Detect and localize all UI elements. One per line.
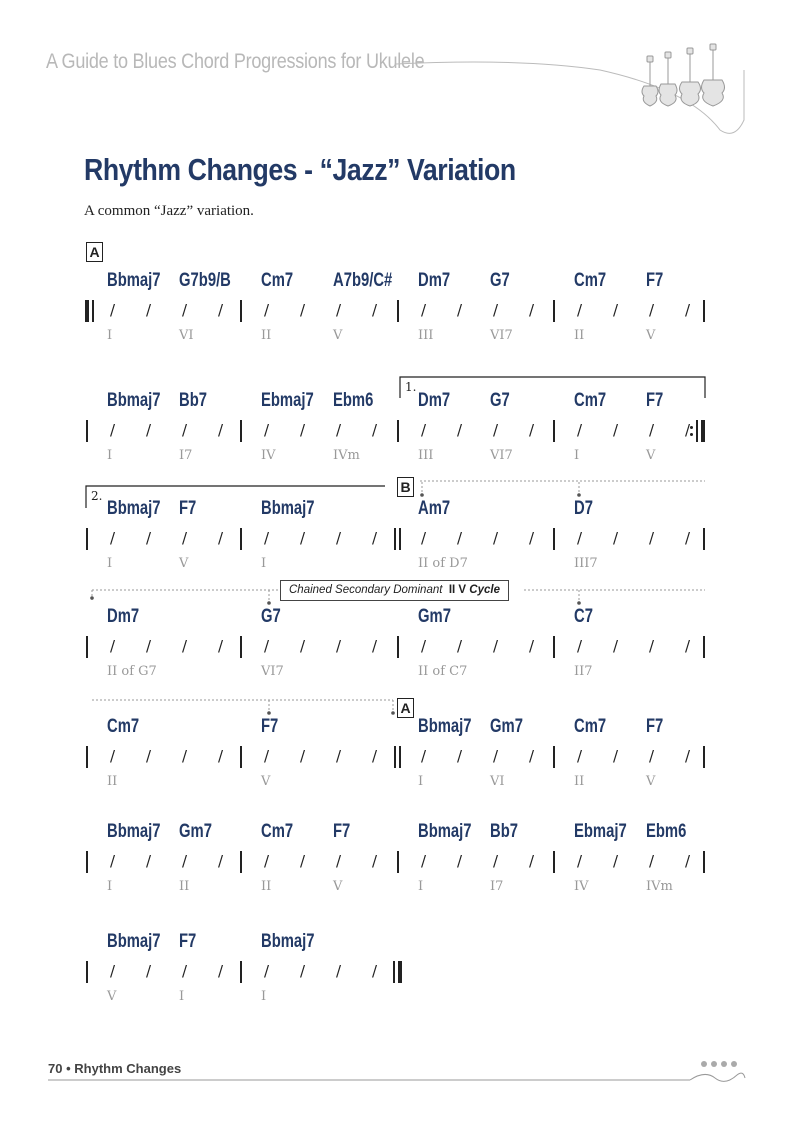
row-6-measure-1-beat-slash-3: / bbox=[372, 962, 378, 980]
row-3-measure-1-beat-slash-2: / bbox=[336, 637, 342, 655]
row-0-measure-3-beat-slash-3: / bbox=[685, 301, 691, 319]
row-3-measure-0-beat-slash-3: / bbox=[218, 637, 224, 655]
row-5-measure-2-beat-slash-0: / bbox=[421, 852, 427, 870]
row-2-measure-3-numeral-0: III7 bbox=[574, 556, 598, 571]
row-1-barline-4-thin bbox=[696, 420, 698, 442]
row-1-barline-4-dot bbox=[690, 426, 693, 429]
row-2-barline-4 bbox=[703, 528, 705, 550]
row-1-barline-3 bbox=[553, 420, 555, 442]
row-4-measure-1-chord-0: F7 bbox=[261, 716, 279, 737]
row-5-measure-1-beat-slash-2: / bbox=[336, 852, 342, 870]
row-5-measure-1-chord-1: F7 bbox=[333, 821, 351, 842]
row-0-measure-3-chord-0: Cm7 bbox=[574, 270, 607, 291]
row-4-barline-0 bbox=[86, 746, 88, 768]
row-6-measure-0-chord-0: Bbmaj7 bbox=[107, 931, 161, 952]
row-1-measure-3-chord-0: Cm7 bbox=[574, 390, 607, 411]
row-2-measure-2-beat-slash-1: / bbox=[457, 529, 463, 547]
row-0-measure-0-beat-slash-1: / bbox=[146, 301, 152, 319]
row-5-measure-3-chord-0: Ebmaj7 bbox=[574, 821, 627, 842]
row-4-barline-1 bbox=[240, 746, 242, 768]
row-5-measure-2-chord-1: Bb7 bbox=[490, 821, 519, 842]
row-3-barline-3 bbox=[553, 636, 555, 658]
row-3-barline-1 bbox=[240, 636, 242, 658]
row-2-barline-0 bbox=[86, 528, 88, 550]
row-0-measure-3-beat-slash-1: / bbox=[613, 301, 619, 319]
row-5-measure-2-beat-slash-3: / bbox=[529, 852, 535, 870]
row-3-measure-3-beat-slash-2: / bbox=[649, 637, 655, 655]
row-1-barline-1 bbox=[240, 420, 242, 442]
row-0-measure-0-chord-0: Bbmaj7 bbox=[107, 270, 161, 291]
row-5-barline-2 bbox=[397, 851, 399, 873]
row-4-measure-1-numeral-0: V bbox=[261, 774, 271, 789]
row-3-measure-0-beat-slash-0: / bbox=[110, 637, 116, 655]
row-1-measure-1-numeral-0: IV bbox=[261, 448, 276, 463]
row-4-measure-2-beat-slash-0: / bbox=[421, 747, 427, 765]
row-4-barline-2 bbox=[394, 746, 396, 768]
row-0-barline-0 bbox=[85, 300, 89, 322]
row-3-measure-2-beat-slash-3: / bbox=[529, 637, 535, 655]
row-0-measure-3-beat-slash-0: / bbox=[577, 301, 583, 319]
row-5-measure-0-numeral-1: II bbox=[179, 879, 190, 894]
row-5-measure-0-beat-slash-2: / bbox=[182, 852, 188, 870]
row-4-measure-2-numeral-0: I bbox=[418, 774, 424, 789]
row-1-measure-2-beat-slash-2: / bbox=[493, 421, 499, 439]
row-3-measure-1-numeral-0: VI7 bbox=[261, 664, 284, 679]
row-2-measure-0-numeral-1: V bbox=[179, 556, 189, 571]
rehearsal-mark-a-return: A bbox=[397, 698, 414, 718]
row-6-measure-0-beat-slash-1: / bbox=[146, 962, 152, 980]
row-4-measure-1-beat-slash-3: / bbox=[372, 747, 378, 765]
row-2-barline-3 bbox=[553, 528, 555, 550]
row-3-measure-3-beat-slash-3: / bbox=[685, 637, 691, 655]
row-2-barline-1 bbox=[240, 528, 242, 550]
row-3-measure-0-chord-0: Dm7 bbox=[107, 606, 140, 627]
row-6-measure-1-chord-0: Bbmaj7 bbox=[261, 931, 315, 952]
row-0-measure-1-beat-slash-3: / bbox=[372, 301, 378, 319]
row-4-measure-0-beat-slash-2: / bbox=[182, 747, 188, 765]
row-2-measure-2-beat-slash-3: / bbox=[529, 529, 535, 547]
row-2-measure-0-chord-0: Bbmaj7 bbox=[107, 498, 161, 519]
first-ending-label: 1. bbox=[405, 380, 417, 394]
row-4-measure-2-beat-slash-3: / bbox=[529, 747, 535, 765]
row-3-barline-4 bbox=[703, 636, 705, 658]
row-4-measure-2-chord-1: Gm7 bbox=[490, 716, 523, 737]
row-2-measure-3-beat-slash-0: / bbox=[577, 529, 583, 547]
row-0-measure-1-numeral-0: II bbox=[261, 328, 272, 343]
row-4-measure-0-beat-slash-1: / bbox=[146, 747, 152, 765]
row-1-measure-1-beat-slash-3: / bbox=[372, 421, 378, 439]
row-1-measure-0-beat-slash-2: / bbox=[182, 421, 188, 439]
row-3-barline-0 bbox=[86, 636, 88, 658]
second-ending-label: 2. bbox=[91, 489, 103, 503]
row-5-measure-1-numeral-0: II bbox=[261, 879, 272, 894]
row-5-measure-1-numeral-1: V bbox=[333, 879, 343, 894]
row-5-measure-0-chord-0: Bbmaj7 bbox=[107, 821, 161, 842]
row-4-barline-4 bbox=[703, 746, 705, 768]
row-0-measure-2-beat-slash-0: / bbox=[421, 301, 427, 319]
row-4-measure-3-beat-slash-1: / bbox=[613, 747, 619, 765]
page-number: 70 bbox=[48, 1061, 63, 1076]
row-0-measure-0-chord-1: G7b9/B bbox=[179, 270, 231, 291]
row-2-measure-0-beat-slash-2: / bbox=[182, 529, 188, 547]
row-1-measure-0-chord-0: Bbmaj7 bbox=[107, 390, 161, 411]
row-2-measure-2-chord-0: Am7 bbox=[418, 498, 451, 519]
row-2-measure-1-beat-slash-2: / bbox=[336, 529, 342, 547]
row-5-measure-3-beat-slash-3: / bbox=[685, 852, 691, 870]
row-3-measure-2-numeral-0: II of C7 bbox=[418, 664, 468, 679]
row-0-barline-2 bbox=[397, 300, 399, 322]
row-2-measure-3-beat-slash-1: / bbox=[613, 529, 619, 547]
row-6-measure-0-beat-slash-2: / bbox=[182, 962, 188, 980]
row-1-measure-3-numeral-1: V bbox=[646, 448, 656, 463]
row-5-barline-1 bbox=[240, 851, 242, 873]
row-4-measure-2-numeral-1: VI bbox=[490, 774, 505, 789]
row-0-measure-1-beat-slash-0: / bbox=[264, 301, 270, 319]
row-5-measure-1-beat-slash-1: / bbox=[300, 852, 306, 870]
rehearsal-mark-a: A bbox=[86, 242, 103, 262]
row-1-measure-0-beat-slash-3: / bbox=[218, 421, 224, 439]
row-4-measure-3-beat-slash-3: / bbox=[685, 747, 691, 765]
row-5-measure-2-chord-0: Bbmaj7 bbox=[418, 821, 472, 842]
row-3-measure-1-beat-slash-1: / bbox=[300, 637, 306, 655]
row-0-measure-0-numeral-0: I bbox=[107, 328, 113, 343]
row-2-measure-2-beat-slash-0: / bbox=[421, 529, 427, 547]
intro-text: A common “Jazz” variation. bbox=[84, 203, 254, 219]
row-3-measure-2-chord-0: Gm7 bbox=[418, 606, 451, 627]
row-6-measure-1-beat-slash-0: / bbox=[264, 962, 270, 980]
row-1-measure-1-chord-0: Ebmaj7 bbox=[261, 390, 314, 411]
chain-annotation-box bbox=[280, 580, 509, 601]
row-3-measure-3-chord-0: C7 bbox=[574, 606, 593, 627]
row-1-measure-1-chord-1: Ebm6 bbox=[333, 390, 374, 411]
row-1-measure-1-beat-slash-2: / bbox=[336, 421, 342, 439]
row-0-measure-0-beat-slash-0: / bbox=[110, 301, 116, 319]
row-1-measure-2-numeral-0: III bbox=[418, 448, 434, 463]
row-1-measure-1-beat-slash-0: / bbox=[264, 421, 270, 439]
row-6-measure-0-beat-slash-0: / bbox=[110, 962, 116, 980]
row-3-measure-2-beat-slash-0: / bbox=[421, 637, 427, 655]
row-3-measure-0-beat-slash-1: / bbox=[146, 637, 152, 655]
row-5-measure-0-beat-slash-1: / bbox=[146, 852, 152, 870]
row-3-measure-0-beat-slash-2: / bbox=[182, 637, 188, 655]
row-6-barline-1 bbox=[240, 961, 242, 983]
row-5-measure-2-beat-slash-2: / bbox=[493, 852, 499, 870]
row-1-measure-3-beat-slash-1: / bbox=[613, 421, 619, 439]
row-0-measure-3-numeral-0: II bbox=[574, 328, 585, 343]
row-1-measure-1-beat-slash-1: / bbox=[300, 421, 306, 439]
row-4-measure-3-numeral-1: V bbox=[646, 774, 656, 789]
row-0-measure-1-chord-0: Cm7 bbox=[261, 270, 294, 291]
row-5-measure-3-numeral-0: IV bbox=[574, 879, 589, 894]
row-5-barline-4 bbox=[703, 851, 705, 873]
row-0-measure-0-beat-slash-3: / bbox=[218, 301, 224, 319]
row-5-measure-2-numeral-0: I bbox=[418, 879, 424, 894]
row-1-measure-2-chord-0: Dm7 bbox=[418, 390, 451, 411]
row-0-measure-3-beat-slash-2: / bbox=[649, 301, 655, 319]
section-title: Rhythm Changes - “Jazz” Variation bbox=[84, 152, 516, 187]
row-0-barline-1 bbox=[240, 300, 242, 322]
row-4-measure-1-beat-slash-2: / bbox=[336, 747, 342, 765]
footer-separator: • bbox=[66, 1061, 71, 1076]
row-4-measure-0-chord-0: Cm7 bbox=[107, 716, 140, 737]
row-4-barline-2-b bbox=[399, 746, 401, 768]
row-2-measure-1-beat-slash-1: / bbox=[300, 529, 306, 547]
row-4-measure-0-beat-slash-3: / bbox=[218, 747, 224, 765]
row-1-barline-4 bbox=[701, 420, 705, 442]
row-0-measure-2-beat-slash-2: / bbox=[493, 301, 499, 319]
row-6-measure-1-beat-slash-2: / bbox=[336, 962, 342, 980]
row-0-measure-3-chord-1: F7 bbox=[646, 270, 664, 291]
row-4-measure-3-beat-slash-2: / bbox=[649, 747, 655, 765]
row-3-measure-0-numeral-0: II of G7 bbox=[107, 664, 157, 679]
row-1-measure-3-chord-1: F7 bbox=[646, 390, 664, 411]
row-3-measure-1-beat-slash-3: / bbox=[372, 637, 378, 655]
footer-dots-icon bbox=[701, 1061, 737, 1067]
row-5-measure-3-beat-slash-2: / bbox=[649, 852, 655, 870]
annotation-cycle: Cycle bbox=[469, 584, 500, 596]
row-6-barline-2-thin bbox=[393, 961, 395, 983]
row-6-barline-0 bbox=[86, 961, 88, 983]
footer-section: Rhythm Changes bbox=[74, 1061, 182, 1076]
row-5-measure-1-beat-slash-0: / bbox=[264, 852, 270, 870]
annotation-numerals: II V bbox=[448, 584, 467, 596]
row-1-measure-2-beat-slash-1: / bbox=[457, 421, 463, 439]
row-5-barline-3 bbox=[553, 851, 555, 873]
header-title: A Guide to Blues Chord Progressions for Ukulele bbox=[46, 50, 425, 73]
row-2-measure-1-numeral-0: I bbox=[261, 556, 267, 571]
row-2-barline-2-b bbox=[399, 528, 401, 550]
row-5-measure-0-beat-slash-3: / bbox=[218, 852, 224, 870]
row-5-measure-3-beat-slash-1: / bbox=[613, 852, 619, 870]
row-5-barline-0 bbox=[86, 851, 88, 873]
row-2-measure-1-beat-slash-0: / bbox=[264, 529, 270, 547]
row-0-measure-2-beat-slash-3: / bbox=[529, 301, 535, 319]
row-4-measure-0-beat-slash-0: / bbox=[110, 747, 116, 765]
row-5-measure-2-beat-slash-1: / bbox=[457, 852, 463, 870]
row-1-measure-2-numeral-1: VI7 bbox=[490, 448, 513, 463]
row-4-measure-3-chord-0: Cm7 bbox=[574, 716, 607, 737]
row-6-barline-2 bbox=[398, 961, 402, 983]
row-0-barline-3 bbox=[553, 300, 555, 322]
row-2-measure-3-chord-0: D7 bbox=[574, 498, 593, 519]
row-0-measure-3-numeral-1: V bbox=[646, 328, 656, 343]
row-4-measure-2-beat-slash-2: / bbox=[493, 747, 499, 765]
row-3-measure-3-numeral-0: II7 bbox=[574, 664, 593, 679]
row-1-measure-2-chord-1: G7 bbox=[490, 390, 510, 411]
row-0-measure-1-chord-1: A7b9/C# bbox=[333, 270, 393, 291]
row-5-measure-3-chord-1: Ebm6 bbox=[646, 821, 687, 842]
row-4-measure-0-numeral-0: II bbox=[107, 774, 118, 789]
row-2-measure-3-beat-slash-2: / bbox=[649, 529, 655, 547]
row-2-measure-0-chord-1: F7 bbox=[179, 498, 197, 519]
row-0-measure-2-beat-slash-1: / bbox=[457, 301, 463, 319]
row-1-barline-0 bbox=[86, 420, 88, 442]
row-4-measure-2-beat-slash-1: / bbox=[457, 747, 463, 765]
row-0-measure-2-numeral-0: III bbox=[418, 328, 434, 343]
rehearsal-mark-b: B bbox=[397, 477, 414, 497]
row-1-measure-3-numeral-0: I bbox=[574, 448, 580, 463]
row-4-measure-3-numeral-0: II bbox=[574, 774, 585, 789]
row-4-measure-1-beat-slash-1: / bbox=[300, 747, 306, 765]
row-0-barline-4 bbox=[703, 300, 705, 322]
row-6-measure-0-chord-1: F7 bbox=[179, 931, 197, 952]
row-0-measure-1-beat-slash-1: / bbox=[300, 301, 306, 319]
row-6-measure-0-beat-slash-3: / bbox=[218, 962, 224, 980]
row-1-measure-0-beat-slash-0: / bbox=[110, 421, 116, 439]
row-2-measure-0-beat-slash-3: / bbox=[218, 529, 224, 547]
row-5-measure-3-beat-slash-0: / bbox=[577, 852, 583, 870]
row-5-measure-1-chord-0: Cm7 bbox=[261, 821, 294, 842]
row-2-measure-0-beat-slash-1: / bbox=[146, 529, 152, 547]
row-1-barline-4-dot2 bbox=[690, 433, 693, 436]
row-0-measure-0-beat-slash-2: / bbox=[182, 301, 188, 319]
row-2-measure-2-beat-slash-2: / bbox=[493, 529, 499, 547]
row-4-measure-2-chord-0: Bbmaj7 bbox=[418, 716, 472, 737]
row-1-barline-2 bbox=[397, 420, 399, 442]
row-1-measure-2-beat-slash-3: / bbox=[529, 421, 535, 439]
row-6-measure-1-numeral-0: I bbox=[261, 989, 267, 1004]
row-1-measure-3-beat-slash-2: / bbox=[649, 421, 655, 439]
row-4-measure-1-beat-slash-0: / bbox=[264, 747, 270, 765]
row-2-measure-2-numeral-0: II of D7 bbox=[418, 556, 468, 571]
row-2-measure-0-numeral-0: I bbox=[107, 556, 113, 571]
row-0-measure-2-numeral-1: VI7 bbox=[490, 328, 513, 343]
row-1-measure-2-beat-slash-0: / bbox=[421, 421, 427, 439]
row-5-measure-2-numeral-1: I7 bbox=[490, 879, 504, 894]
row-0-measure-2-chord-1: G7 bbox=[490, 270, 510, 291]
row-6-measure-1-beat-slash-1: / bbox=[300, 962, 306, 980]
row-2-measure-0-beat-slash-0: / bbox=[110, 529, 116, 547]
row-3-measure-1-beat-slash-0: / bbox=[264, 637, 270, 655]
row-3-measure-2-beat-slash-1: / bbox=[457, 637, 463, 655]
row-6-measure-0-numeral-1: I bbox=[179, 989, 185, 1004]
row-4-measure-3-chord-1: F7 bbox=[646, 716, 664, 737]
row-6-measure-0-numeral-0: V bbox=[107, 989, 117, 1004]
row-1-measure-0-beat-slash-1: / bbox=[146, 421, 152, 439]
annotation-prefix: Chained Secondary Dominant bbox=[289, 584, 443, 596]
row-0-measure-1-numeral-1: V bbox=[333, 328, 343, 343]
row-1-measure-1-numeral-1: IVm bbox=[333, 448, 360, 463]
footer bbox=[48, 1061, 181, 1076]
row-2-barline-2 bbox=[394, 528, 396, 550]
row-3-measure-2-beat-slash-2: / bbox=[493, 637, 499, 655]
row-3-measure-3-beat-slash-0: / bbox=[577, 637, 583, 655]
row-3-barline-2 bbox=[397, 636, 399, 658]
row-4-barline-3 bbox=[553, 746, 555, 768]
row-5-measure-1-beat-slash-3: / bbox=[372, 852, 378, 870]
row-5-measure-3-numeral-1: IVm bbox=[646, 879, 673, 894]
row-0-measure-1-beat-slash-2: / bbox=[336, 301, 342, 319]
row-1-measure-0-chord-1: Bb7 bbox=[179, 390, 208, 411]
row-1-measure-0-numeral-1: I7 bbox=[179, 448, 193, 463]
row-5-measure-0-beat-slash-0: / bbox=[110, 852, 116, 870]
row-3-measure-1-chord-0: G7 bbox=[261, 606, 281, 627]
row-0-measure-2-chord-0: Dm7 bbox=[418, 270, 451, 291]
row-3-measure-3-beat-slash-1: / bbox=[613, 637, 619, 655]
row-5-measure-0-chord-1: Gm7 bbox=[179, 821, 212, 842]
row-5-measure-0-numeral-0: I bbox=[107, 879, 113, 894]
row-4-measure-3-beat-slash-0: / bbox=[577, 747, 583, 765]
row-2-measure-1-chord-0: Bbmaj7 bbox=[261, 498, 315, 519]
row-1-measure-3-beat-slash-3: / bbox=[685, 421, 691, 439]
row-2-measure-3-beat-slash-3: / bbox=[685, 529, 691, 547]
row-0-measure-0-numeral-1: VI bbox=[179, 328, 194, 343]
row-0-barline-0-thin bbox=[92, 300, 94, 322]
row-2-measure-1-beat-slash-3: / bbox=[372, 529, 378, 547]
row-1-measure-0-numeral-0: I bbox=[107, 448, 113, 463]
row-1-measure-3-beat-slash-0: / bbox=[577, 421, 583, 439]
